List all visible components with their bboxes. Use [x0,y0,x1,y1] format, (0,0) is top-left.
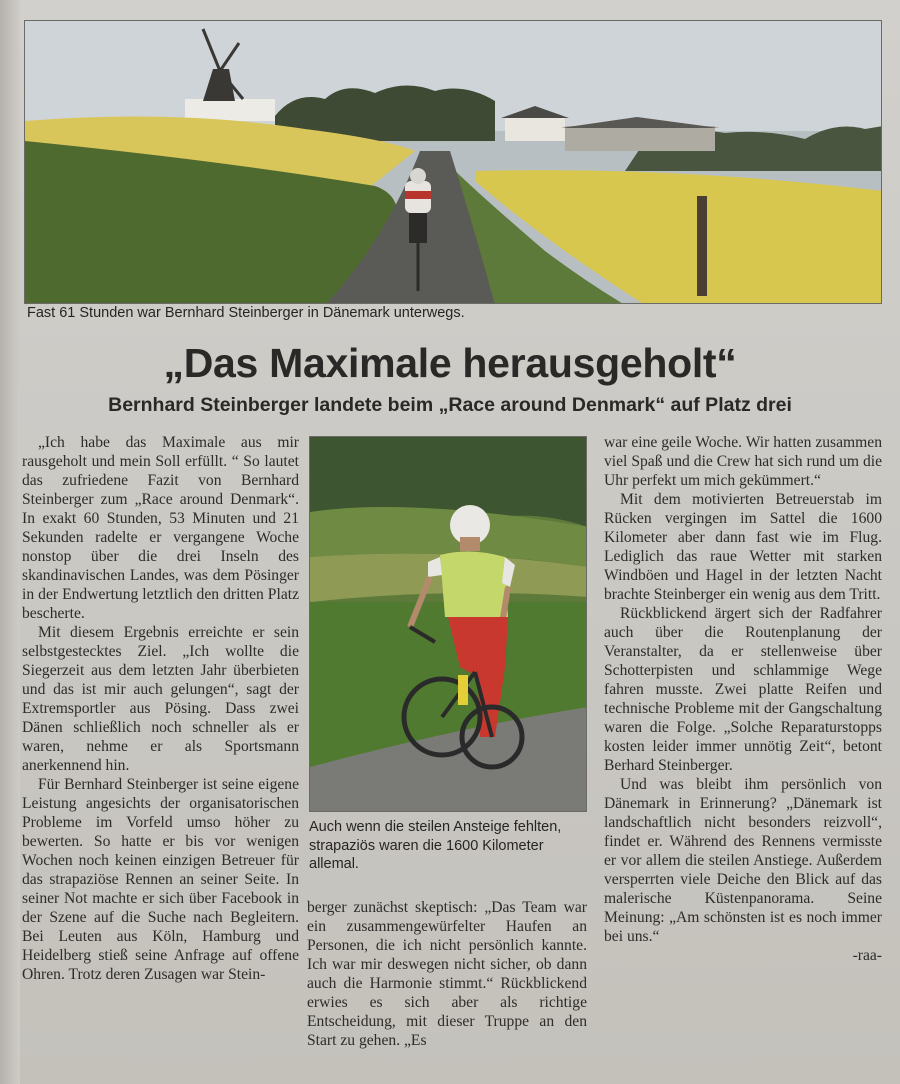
photo-mid-caption: Auch wenn die steilen Ansteige fehlten, strapaziös waren die 1600 Kilometer allemal. [309,819,562,872]
photo-cyclist-windmill [24,20,882,304]
paragraph: Und was bleibt ihm persönlich von Dänemark in Erinnerung? „Dänemark ist landschaftlich nicht besonders reizvoll“, findet er. Während des Rennens vermisste er vor allem die steilen Anstiege. Außerdem versperrten viele Deiche den Blick auf das malerische Küstenpanorama. Seine Meinung: „Am schönsten ist es noch immer bei uns.“ [604,776,882,945]
paragraph: „Ich habe das Maximale aus mir rausgeholt und mein Soll erfüllt. “ So lautet das zufriedene Fazit von Bernhard Steinberger zum „Race around Denmark“. In exakt 60 Stunden, 53 Minuten und 21 Sekunden radelte er vergangene Woche nonstop über die drei Inseln des skandinavischen Landes, was dem Pösinger in der Endwertung letztlich den dritten Platz bescherte. [22,434,299,622]
landscape-illustration [25,21,882,304]
page-fold-shadow [0,0,20,1084]
author-signoff: -raa- [852,947,882,964]
article-column-1 [22,433,299,984]
paragraph: Für Bernhard Steinberger ist seine eigene Leistung angesichts der organisatorischen Probleme im Vorfeld umso höher zu bewerten. So hatte er bis vor wenigen Wochen noch keinen einzigen Betreuer für das strapaziöse Rennen an seiner Seite. In seiner Not machte er sich über Facebook in der Szene auf die Suche nach Begleitern. Bei Leuten aus Köln, Hamburg und Heidelberg stieß seine Anfrage auf offene Ohren. Trotz deren Zusagen war Stein- [22,776,299,983]
cyclist-illustration [310,437,587,812]
article-headline: „Das Maximale herausgeholt“ [163,340,737,386]
paragraph: Rückblickend ärgert sich der Radfahrer auch über die Routenplanung der Veranstalter, da er stellenweise über Schotterpisten und schlammige Wege fahren musste. Zwei platte Reifen und technische Probleme mit der Gangschaltung waren die Folge. „Solche Reparaturstopps kosten leider immer unnötig Zeit“, betont Berhard Steinberger. [604,605,882,774]
paragraph: war eine geile Woche. Wir hatten zusammen viel Spaß und die Crew hat sich rund um die Uhr perfekt um mich gekümmert.“ [604,434,882,489]
paragraph: berger zunächst skeptisch: „Das Team war ein zusammengewürfelter Haufen an Personen, die ich nicht persönlich kannte. Ich war mir deswegen nicht sicher, ob dann auch die Harmonie stimmt.“ Rückblickend erwies es sich aber als richtige Entscheidung, mit dieser Truppe an den Start zu gehen. „Es [307,899,587,1049]
article-column-3 [604,433,882,965]
photo-cyclist-climb [309,436,587,812]
paragraph: Mit diesem Ergebnis erreichte er sein selbstgestecktes Ziel. „Ich wollte die Siegerzeit aus dem letzten Jahr überbieten und das ist mir auch gelungen“, sagt der Extremsportler aus Pösing. Dass zwei Dänen schließlich noch schneller als er waren, nehme er als Sportsmann anerkennend hin. [22,624,299,774]
article-column-2 [307,898,587,1050]
photo-top-caption: Fast 61 Stunden war Bernhard Steinberger in Dänemark unterwegs. [27,305,465,321]
article-subheadline: Bernhard Steinberger landete beim „Race around Denmark“ auf Platz drei [108,394,792,416]
paragraph: Mit dem motivierten Betreuerstab im Rücken vergingen im Sattel die 1600 Kilometer aber dann fast wie im Flug. Lediglich das raue Wetter mit starken Windböen und Hagel in der letzten Nacht brachte Steinberger ein wenig aus dem Tritt. [604,491,882,603]
